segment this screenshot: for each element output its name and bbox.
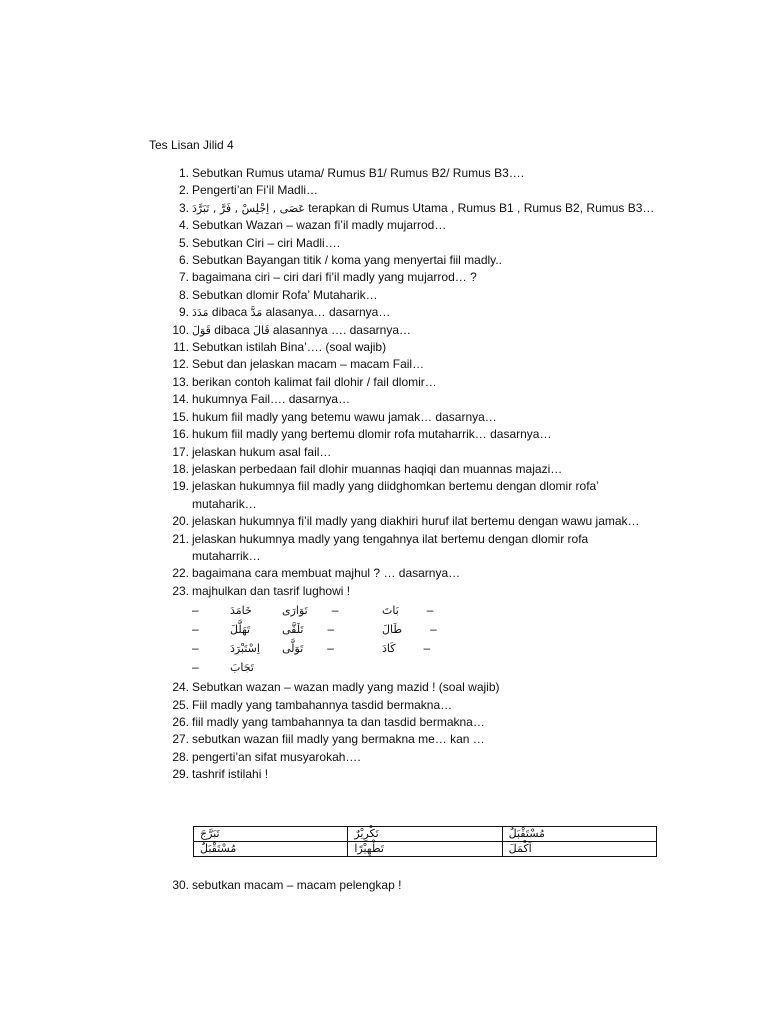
arabic-verb: تَهَلَّلَ — [230, 623, 251, 637]
verb-cell — [382, 601, 452, 620]
arabic-text: عَصَى , اِجْلِسْ , فَرَّ , تَبَرَّدَ — [192, 201, 305, 215]
question-number: 25. — [172, 697, 189, 712]
dash-mark: – — [426, 603, 434, 618]
question-text: alasanya… dasarnya… — [262, 305, 391, 320]
question-item — [165, 252, 660, 269]
question-text: fiil madly yang tambahannya ta dan tasdid bermakna… — [192, 714, 485, 729]
question-item — [165, 513, 660, 530]
question-item — [165, 426, 660, 443]
question-item — [165, 165, 660, 182]
question-number: 5. — [178, 235, 189, 250]
question-text: Sebutkan Bayangan titik / koma yang menyertai fiil madly.. — [192, 253, 502, 268]
question-number: 24. — [172, 680, 189, 695]
question-list — [165, 165, 660, 784]
question-item — [165, 731, 660, 748]
question-number: 2. — [178, 183, 189, 198]
question-item — [165, 391, 660, 408]
question-item — [165, 304, 660, 321]
question-number: 3. — [178, 200, 189, 215]
question-number: 4. — [178, 218, 189, 233]
question-text: Sebutkan Ciri – ciri Madli…. — [192, 235, 341, 250]
question-number: 7. — [178, 270, 189, 285]
verb-cell — [282, 620, 382, 639]
question-number: 28. — [172, 749, 189, 764]
question-text: jelaskan perbedaan fail dlohir muannas haqiqi dan muannas majazi… — [192, 461, 563, 476]
verb-cell — [382, 658, 452, 677]
question-number: 12. — [172, 357, 189, 372]
question-text: pengerti’an sifat musyarokah…. — [192, 749, 361, 764]
dash-mark: – — [192, 660, 199, 675]
question-number: 11. — [173, 340, 189, 355]
question-number: 23. — [172, 583, 189, 598]
question-text: jelaskan hukumnya madly yang tengahnya ilat bertemu dengan dlomir rofa mutaharrik… — [192, 531, 589, 563]
dash-mark: – — [327, 641, 334, 656]
arabic-verb: تَجَابَ — [230, 661, 254, 675]
question-number: 13. — [172, 374, 189, 389]
question-text: jelaskan hukum asal fail… — [192, 444, 332, 459]
question-item — [165, 766, 660, 783]
verb-grid — [192, 601, 660, 677]
question-number: 14. — [172, 392, 189, 407]
question-number: 17. — [172, 444, 189, 459]
verb-cell — [192, 658, 282, 677]
question-text: hukumnya Fail…. dasarnya… — [192, 392, 351, 407]
question-number: 29. — [172, 767, 189, 782]
arabic-verb: اِسْتَبْرَدَ — [230, 642, 260, 656]
arabic-verb: كَادَ — [382, 642, 396, 656]
question-item — [165, 182, 660, 199]
question-item — [165, 217, 660, 234]
arabic-verb: تَوَارَى — [282, 604, 308, 618]
verb-cell — [282, 658, 382, 677]
question-item — [165, 339, 660, 356]
arabic-verb: تَوَلَّى — [282, 642, 304, 656]
table-cell — [348, 842, 502, 857]
verb-cell — [382, 639, 452, 658]
arabic-verb: خَامَدَ — [230, 604, 252, 618]
arabic-verb: تَكْرِيْرٌ — [354, 827, 379, 840]
table-cell — [502, 842, 656, 857]
verb-cell — [282, 601, 382, 620]
question-number: 30. — [172, 878, 189, 892]
question-item — [165, 287, 660, 304]
table-row — [194, 842, 657, 857]
question-text: terapkan di Rumus Utama , Rumus B1 , Rumus B2, Rumus B3… — [304, 200, 655, 215]
question-number: 9. — [178, 305, 189, 320]
question-text: jelaskan hukumnya fiil madly yang diidghomkan bertemu dengan dlomir rofa’ mutaharik… — [192, 479, 599, 511]
dash-mark: – — [192, 603, 199, 618]
question-text: berikan contoh kalimat fail dlohir / fail dlomir… — [192, 374, 437, 389]
dash-mark: – — [192, 622, 199, 637]
question-text-mid: dibaca — [210, 322, 253, 337]
arabic-verb: اَكْمَلَ — [508, 842, 532, 855]
verb-cell — [192, 639, 282, 658]
question-item — [165, 565, 660, 582]
question-item — [165, 409, 660, 426]
question-text: tashrif istilahi ! — [192, 767, 269, 782]
tashrif-table — [193, 826, 657, 857]
question-item — [165, 356, 660, 373]
table-cell — [348, 827, 502, 842]
question-item — [165, 583, 660, 600]
question-item — [165, 461, 660, 478]
question-item — [165, 322, 660, 339]
verb-list — [165, 601, 660, 677]
question-text: jelaskan hukumnya fi’il madly yang diakhiri huruf ilat bertemu dengan wawu jamak… — [192, 514, 640, 529]
table-row — [194, 827, 657, 842]
arabic-verb: مُسْتَقْبَلٌ — [508, 827, 545, 840]
question-text: bagaimana ciri – ciri dari fi’il madly yang mujarrod… ? — [192, 270, 477, 285]
question-item — [165, 679, 660, 696]
question-text: sebutkan wazan fiil madly yang bermakna me… kan … — [192, 732, 485, 747]
question-item — [165, 478, 660, 513]
table-cell — [194, 827, 348, 842]
question-text: Sebutkan istilah Bina’…. (soal wajib) — [192, 340, 387, 355]
question-number: 8. — [178, 287, 189, 302]
question-number: 15. — [172, 409, 189, 424]
dash-mark: – — [430, 622, 437, 637]
question-number: 27. — [172, 732, 189, 747]
question-text: Sebutkan dlomir Rofa’ Mutaharik… — [192, 287, 378, 302]
question-text: alasannya …. dasarnya… — [269, 322, 411, 337]
question-item — [165, 444, 660, 461]
question-item — [165, 714, 660, 731]
dash-mark: – — [327, 622, 335, 637]
page-title: Tes Lisan Jilid 4 — [149, 138, 234, 152]
question-item — [165, 531, 660, 566]
table-cell — [502, 827, 656, 842]
arabic-text: قَوَلَ — [192, 323, 211, 337]
table-cell — [194, 842, 348, 857]
question-number: 6. — [178, 253, 189, 268]
question-text: Sebutkan Rumus utama/ Rumus B1/ Rumus B2/ Rumus B3…. — [192, 166, 525, 180]
question-item — [165, 269, 660, 286]
question-item — [165, 697, 660, 714]
verb-cell — [192, 620, 282, 639]
question-item — [165, 235, 660, 252]
question-text: Sebut dan jelaskan macam – macam Fail… — [192, 357, 425, 372]
arabic-text: مَدَّ — [250, 306, 263, 320]
arabic-verb: تَلَقَّى — [282, 623, 304, 637]
question-number: 21. — [172, 531, 189, 546]
question-text: sebutkan macam – macam pelengkap ! — [192, 878, 402, 892]
question-number: 19. — [172, 479, 189, 494]
question-number: 1. — [178, 166, 189, 180]
question-item — [165, 200, 660, 217]
verb-cell — [282, 639, 382, 658]
arabic-verb: تَطْهِيْرًا — [354, 842, 384, 855]
arabic-verb: مُسْتَقْبَلٌ — [200, 842, 237, 855]
question-text: Sebutkan Wazan – wazan fi’il madly mujarrod… — [192, 218, 447, 233]
verb-cell — [192, 601, 282, 620]
question-text: Pengerti’an Fi’il Madli… — [192, 183, 319, 198]
arabic-verb: بَاتَ — [382, 604, 399, 618]
question-text-mid: dibaca — [208, 305, 251, 320]
question-item — [165, 877, 662, 894]
dash-mark: – — [192, 641, 199, 656]
question-text: hukum fiil madly yang betemu wawu jamak… dasarnya… — [192, 409, 497, 424]
question-number: 22. — [172, 566, 189, 581]
question-number: 18. — [172, 461, 189, 476]
dash-mark: – — [331, 603, 339, 618]
question-text: Sebutkan wazan – wazan madly yang mazid ! (soal wajib) — [192, 680, 500, 695]
question-text: Fiil madly yang tambahannya tasdid bermakna… — [192, 697, 453, 712]
arabic-verb: طَالَ — [382, 623, 403, 637]
arabic-text: قَالَ — [252, 323, 270, 337]
arabic-verb: تَبَرَّجَ — [200, 827, 220, 840]
arabic-text: مَدَدَ — [192, 306, 209, 320]
question-number: 16. — [172, 427, 189, 442]
verb-cell — [382, 620, 452, 639]
dash-mark: – — [423, 641, 431, 656]
question-text: bagaimana cara membuat majhul ? … dasarnya… — [192, 566, 461, 581]
question-text: majhulkan dan tasrif lughowi ! — [192, 583, 351, 598]
question-item — [165, 749, 660, 766]
question-number: 10. — [172, 322, 189, 337]
question-number: 26. — [172, 714, 189, 729]
question-number: 20. — [172, 514, 189, 529]
question-text: hukum fiil madly yang bertemu dlomir rofa mutaharrik… dasarnya… — [192, 427, 552, 442]
question-item — [165, 374, 660, 391]
